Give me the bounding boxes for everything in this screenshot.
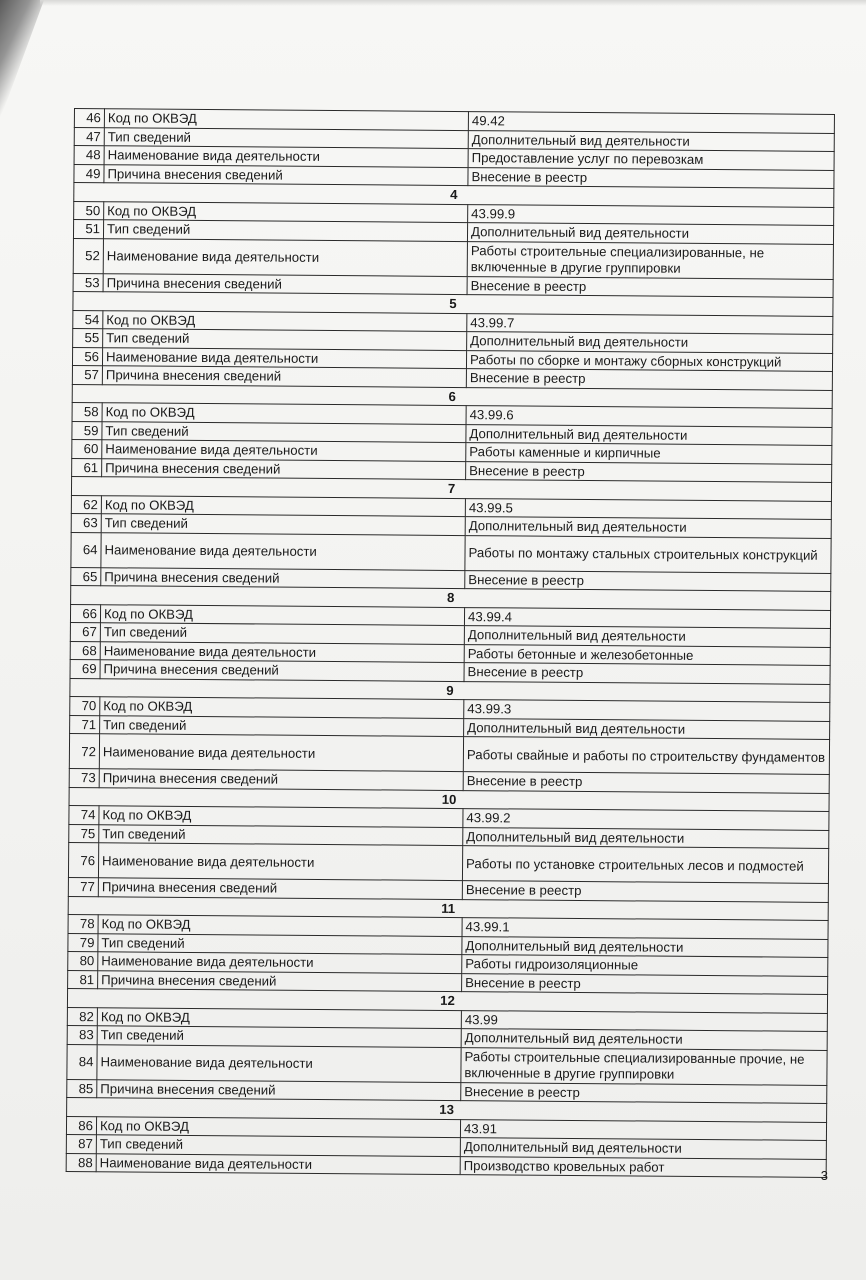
field-label: Тип сведений [98,933,462,954]
field-label: Наименование вида деятельности [102,440,466,461]
field-label: Тип сведений [97,1026,461,1047]
row-number: 59 [72,421,102,440]
field-label: Код по ОКВЭД [102,403,466,424]
field-value: Работы каменные и кирпичные [466,443,832,464]
row-number: 82 [67,1007,97,1026]
field-value: 43.99.2 [463,809,829,830]
field-value: Дополнительный вид деятельности [465,517,831,538]
field-label: Наименование вида деятельности [97,1044,461,1082]
field-label: Наименование вида деятельности [98,843,462,881]
field-label: Код по ОКВЭД [100,697,464,718]
row-number: 48 [74,146,104,165]
group-number: 10 [69,787,829,811]
field-value: Дополнительный вид деятельности [466,424,832,445]
field-value: Производство кровельных работ [460,1156,826,1177]
row-number: 74 [69,805,99,824]
field-label: Код по ОКВЭД [101,495,465,516]
field-value: Внесение в реестр [463,772,829,793]
field-label: Причина внесения сведений [98,970,462,991]
field-label: Наименование вида деятельности [101,532,465,570]
field-label: Тип сведений [96,1135,460,1156]
field-value: Внесение в реестр [464,663,830,684]
field-label: Код по ОКВЭД [96,1116,460,1137]
row-number: 81 [68,970,98,989]
row-number: 86 [66,1116,96,1135]
row-number: 83 [67,1025,97,1044]
field-value: Внесение в реестр [462,973,828,994]
field-value: Внесение в реестр [465,570,831,591]
field-label: Причина внесения сведений [100,660,464,681]
field-label: Код по ОКВЭД [97,1007,461,1028]
field-label: Тип сведений [101,514,465,535]
group-number: 8 [71,585,831,609]
row-number: 70 [70,696,100,715]
field-value: 43.91 [460,1119,826,1140]
field-value: 49.42 [468,112,834,133]
row-number: 85 [67,1079,97,1098]
field-label: Наименование вида деятельности [98,952,462,973]
field-label: Тип сведений [102,421,466,442]
row-number: 73 [69,768,99,787]
field-value: Работы строительные специализированные, не включенные в другие группировки [467,241,833,279]
row-number: 62 [71,495,101,514]
row-number: 57 [72,365,102,384]
field-value: Работы по установке строительных лесов и подмостей [462,846,828,884]
field-value: Внесение в реестр [462,881,828,902]
table-body [66,109,834,1178]
row-number: 46 [74,109,104,128]
row-number: 47 [74,127,104,146]
row-number: 63 [71,513,101,532]
row-number: 49 [74,164,104,183]
row-number: 55 [73,328,103,347]
row-number: 71 [70,715,100,734]
field-label: Наименование вида деятельности [103,238,467,276]
field-value: Работы гидроизоляционные [462,955,828,976]
page-number: 3 [820,1168,828,1183]
field-label: Причина внесения сведений [99,769,463,790]
field-label: Код по ОКВЭД [104,201,468,222]
field-label: Тип сведений [103,329,467,350]
group-number: 12 [67,988,827,1012]
group-number: 7 [71,476,831,500]
field-label: Тип сведений [100,715,464,736]
field-value: Внесение в реестр [466,461,832,482]
field-value: 43.99 [461,1010,827,1031]
row-number: 50 [74,201,104,220]
field-label: Наименование вида деятельности [96,1153,460,1174]
field-value: 43.99.9 [468,204,834,225]
field-label: Причина внесения сведений [97,1079,461,1100]
row-number: 76 [68,842,98,877]
row-number: 80 [68,951,98,970]
row-number: 68 [70,641,100,660]
field-label: Наименование вида деятельности [104,146,468,167]
field-label: Наименование вида деятельности [99,734,463,772]
row-number: 75 [69,824,99,843]
field-value: 43.99.5 [465,498,831,519]
field-label: Причина внесения сведений [103,273,467,294]
field-label: Причина внесения сведений [102,366,466,387]
table-row [67,1044,827,1085]
row-number: 78 [68,914,98,933]
row-number: 60 [72,439,102,458]
field-label: Тип сведений [100,623,464,644]
field-value: 43.99.4 [464,607,830,628]
row-number: 53 [73,273,103,292]
field-label: Причина внесения сведений [101,567,465,588]
page-top-edge [40,0,866,6]
field-label: Тип сведений [104,127,468,148]
field-label: Причина внесения сведений [104,164,468,185]
field-value: Предоставление услуг по перевозкам [468,149,834,170]
field-value: 43.99.6 [466,406,832,427]
row-number: 65 [71,567,101,586]
group-number: 6 [72,384,832,408]
group-number: 13 [67,1097,827,1121]
field-value: Дополнительный вид деятельности [468,130,834,151]
row-number: 88 [66,1153,96,1172]
group-number: 4 [74,183,834,207]
row-number: 69 [70,659,100,678]
row-number: 87 [66,1134,96,1153]
field-value: Дополнительный вид деятельности [464,718,830,739]
field-label: Код по ОКВЭД [99,806,463,827]
field-label: Причина внесения сведений [98,878,462,899]
row-number: 77 [68,877,98,896]
field-value: 43.99.3 [464,700,830,721]
group-number: 5 [73,291,833,315]
field-label: Код по ОКВЭД [104,109,468,130]
field-value: Дополнительный вид деятельности [467,332,833,353]
table-row [68,842,828,883]
field-value: Внесение в реестр [466,369,832,390]
row-number: 56 [72,347,102,366]
field-label: Тип сведений [99,824,463,845]
row-number: 61 [72,458,102,477]
group-number: 9 [70,678,830,702]
row-number: 54 [73,310,103,329]
field-value: Дополнительный вид деятельности [467,223,833,244]
field-value: Дополнительный вид деятельности [461,1029,827,1050]
field-label: Код по ОКВЭД [98,915,462,936]
field-value: Дополнительный вид деятельности [462,936,828,957]
field-value: Внесение в реестр [461,1082,827,1103]
field-value: Работы строительные специализированные прочие, не включенные в другие группировки [461,1047,827,1085]
field-label: Причина внесения сведений [102,458,466,479]
egrul-activity-table [66,108,835,1178]
field-value: 43.99.1 [462,918,828,939]
field-label: Наименование вида деятельности [102,347,466,368]
row-number: 66 [70,604,100,623]
row-number: 72 [69,733,99,768]
row-number: 67 [70,622,100,641]
field-label: Тип сведений [103,220,467,241]
field-value: Работы по сборке и монтажу сборных конструкций [466,350,832,371]
row-number: 64 [71,532,101,567]
table-row [73,238,833,279]
field-value: 43.99.7 [467,313,833,334]
row-number: 79 [68,933,98,952]
field-value: Дополнительный вид деятельности [464,626,830,647]
field-value: Внесение в реестр [467,276,833,297]
field-value: Внесение в реестр [468,167,834,188]
field-label: Наименование вида деятельности [100,641,464,662]
field-value: Дополнительный вид деятельности [463,827,829,848]
field-label: Код по ОКВЭД [103,310,467,331]
field-label: Код по ОКВЭД [100,604,464,625]
row-number: 52 [73,238,103,273]
table-row [71,532,831,573]
table-row [69,733,829,774]
field-value: Работы бетонные и железобетонные [464,644,830,665]
field-value: Работы свайные и работы по строительству фундаментов [463,737,829,775]
row-number: 84 [67,1044,97,1079]
row-number: 58 [72,402,102,421]
row-number: 51 [73,220,103,239]
group-number: 11 [68,896,828,920]
field-value: Работы по монтажу стальных строительных конструкций [465,535,831,573]
field-value: Дополнительный вид деятельности [460,1138,826,1159]
